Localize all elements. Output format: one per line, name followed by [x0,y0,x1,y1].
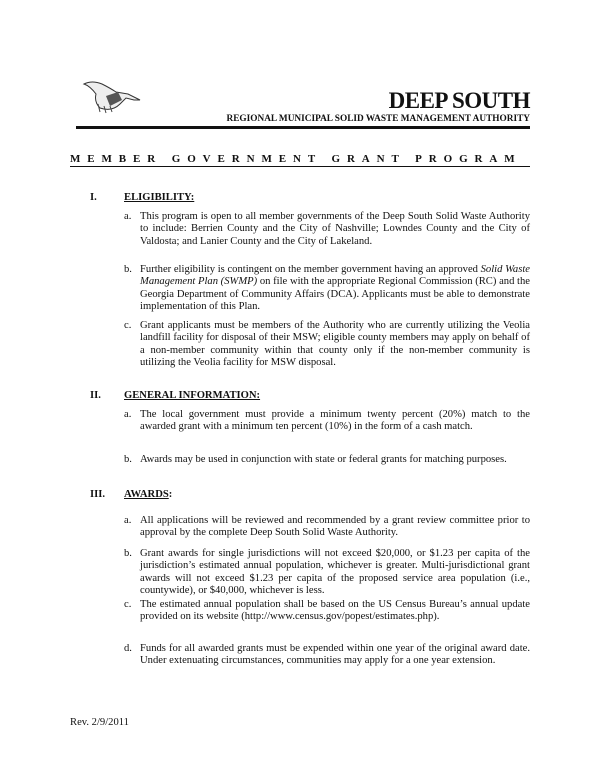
item-letter: c. [124,599,132,610]
list-item [124,454,530,466]
item-letter: d. [124,643,132,654]
item-letter: a. [124,211,132,222]
list-item [124,548,530,598]
item-text: All applications will be reviewed and recommended by a grant review committee prior to approval by the complete Deep South Solid Waste Authority. [140,515,530,539]
section-number: II. [90,390,101,401]
list-item [124,409,530,434]
section-number: I. [90,192,97,203]
list-item [124,599,530,624]
item-text: The estimated annual population shall be based on the US Census Bureau’s annual update provided on its website (http://www.census.gov/popest/estimates.php). [140,599,530,623]
org-name: DEEP SOUTH [388,88,530,113]
list-item [124,320,530,370]
item-text: Further eligibility is contingent on the member government having an approved Solid Waste Management Plan (SWMP) on file with the appropriate Regional Commission (RC) and the Georgia Department of Community Affairs (DCA). Applicants must be able to demonstrate implementation of this Plan. [140,264,530,313]
item-text: Grant awards for single jurisdictions will not exceed $20,000, or $1.23 per capita of the jurisdiction’s estimated annual population, whichever is greater. Multi-jurisdictional grant awards will not exceed $1.23 per capita of the proposed service area population (i.e., countywide), or $40,000, whichever is less. [140,548,530,597]
section-title: GENERAL INFORMATION: [124,390,261,401]
item-letter: b. [124,264,132,275]
item-text: This program is open to all member governments of the Deep South Solid Waste Authority to include: Berrien County and the City of Nashville; Lowndes County and the City of Valdosta; and Lanier County and the City of Lakeland. [140,211,530,247]
item-letter: b. [124,548,132,559]
item-text: Funds for all awarded grants must be expended within one year of the original award date. Under extenuating circumstances, communities may apply for a one year extension. [140,643,530,667]
item-text: The local government must provide a minimum twenty percent (20%) match to the awarded grant with a minimum ten percent (10%) in the form of a cash match. [140,409,530,433]
census-link[interactable]: http://www.census.gov/popest/estimates.php [244,611,434,623]
heron-bird-logo-icon [82,78,152,116]
section-title: ELIGIBILITY: [124,192,195,203]
item-letter: c. [124,320,132,331]
list-item [124,515,530,540]
list-item [124,643,530,668]
list-item [124,211,530,248]
revision-date: Rev. 2/9/2011 [70,717,129,728]
item-letter: a. [124,515,132,526]
header-divider [76,126,530,129]
org-subtitle: REGIONAL MUNICIPAL SOLID WASTE MANAGEMENT AUTHORITY [226,114,530,124]
list-item [124,264,530,314]
item-text: Grant applicants must be members of the Authority who are currently utilizing the Veolia landfill facility for disposal of their MSW; eligible county members may apply on behalf of a non-member community within that county only if the non-member community is utilizing the Veolia facility for MSW disposal. [140,320,530,369]
item-text: Awards may be used in conjunction with state or federal grants for matching purposes. [140,454,507,465]
program-title: MEMBER GOVERNMENT GRANT PROGRAM [70,153,530,167]
section-number: III. [90,489,106,500]
item-letter: b. [124,454,132,465]
item-letter: a. [124,409,132,420]
section-title: AWARDS: [124,489,173,500]
